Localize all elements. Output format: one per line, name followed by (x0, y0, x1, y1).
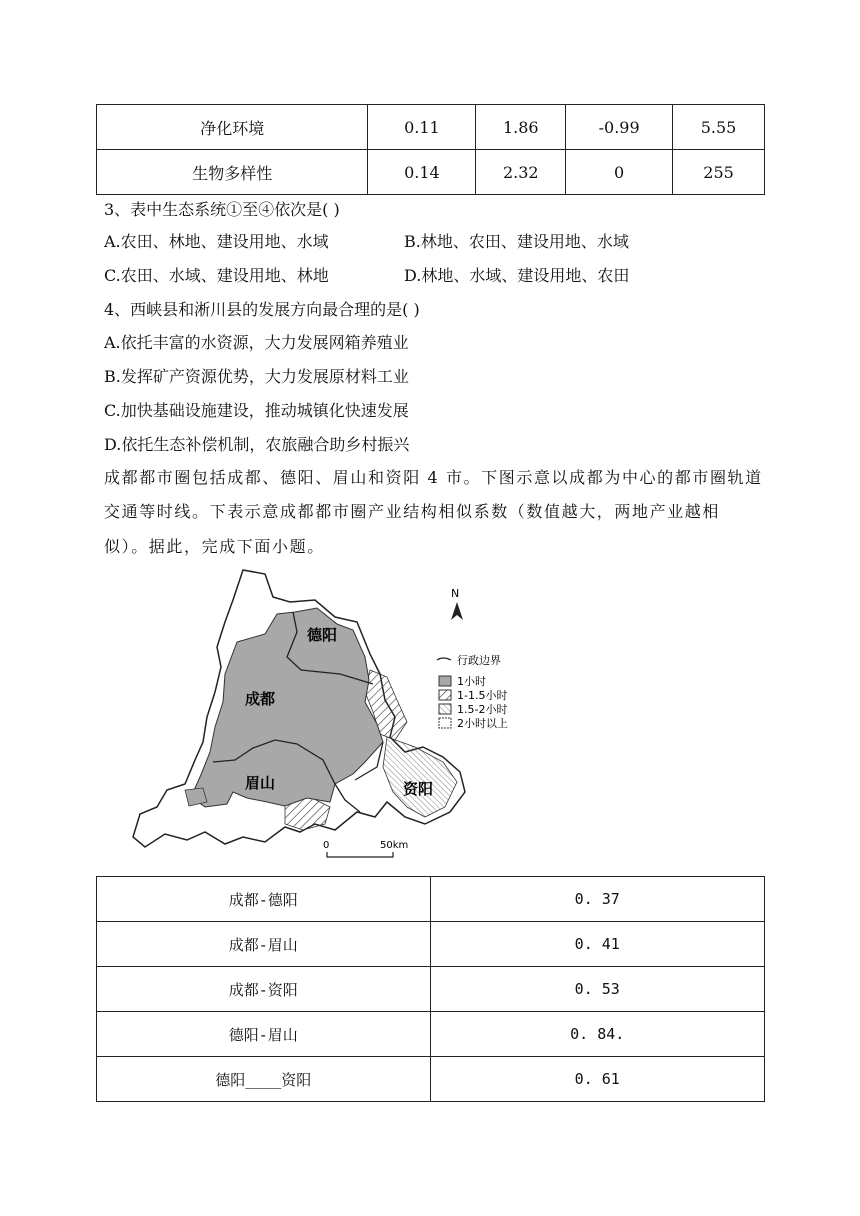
city-label-meishan: 眉山 (245, 774, 276, 792)
table-cell: 德阳-眉山 (97, 1012, 431, 1057)
table-cell: 0. 84. (430, 1012, 765, 1057)
scale-label-zero: 0 (323, 840, 330, 851)
legend-label: 行政边界 (457, 654, 501, 667)
question-4-option-b: B.发挥矿产资源优势，大力发展原材料工业 (104, 367, 409, 386)
scale-bar (323, 840, 408, 857)
table-cell: -0.99 (566, 105, 673, 150)
question-4-option-d: D.依托生态补偿机制，农旅融合助乡村振兴 (104, 435, 410, 454)
map-legend (437, 653, 508, 730)
table-cell: 0. 61 (430, 1057, 765, 1102)
ecosystem-table (96, 104, 765, 195)
table-cell: 生物多样性 (97, 150, 368, 195)
table-cell: 0.11 (368, 105, 476, 150)
question-4-stem: 4、西峡县和淅川县的发展方向最合理的是( ) (104, 300, 420, 319)
table-cell: 1.86 (476, 105, 566, 150)
city-label-chengdu: 成都 (245, 690, 276, 708)
table-cell: 净化环境 (97, 105, 368, 150)
table-cell: 0 (566, 150, 673, 195)
north-arrow-icon (451, 602, 463, 620)
table-row (97, 1012, 765, 1057)
scale-label-distance: 50km (380, 840, 409, 851)
legend-label: 2小时以上 (457, 717, 508, 730)
table-row (97, 877, 765, 922)
table-cell: 成都-资阳 (97, 967, 431, 1012)
table-cell: 2.32 (476, 150, 566, 195)
table-row (97, 150, 765, 195)
question-3-option-b: B.林地、农田、建设用地、水域 (404, 232, 629, 251)
similarity-table (96, 876, 765, 1102)
city-label-ziyang: 资阳 (403, 780, 434, 798)
intro-line: 似）。据此，完成下面小题。 (104, 537, 325, 556)
question-3-option-c: C.农田、水域、建设用地、林地 (104, 266, 329, 285)
question-3-option-a: A.农田、林地、建设用地、水域 (104, 232, 329, 251)
question-3-stem: 3、表中生态系统①至④依次是( ) (104, 200, 340, 219)
table-cell: 0. 53 (430, 967, 765, 1012)
city-label-deyang: 德阳 (307, 626, 338, 644)
table-cell: 成都-德阳 (97, 877, 431, 922)
question-4-option-c: C.加快基础设施建设，推动城镇化快速发展 (104, 401, 409, 420)
intro-line: 交通等时线。下表示意成都都市圈产业结构相似系数（数值越大，两地产业越相 (104, 502, 721, 521)
table-cell: 成都-眉山 (97, 922, 431, 967)
table-cell: 0. 37 (430, 877, 765, 922)
intro-line: 成都都市圈包括成都、德阳、眉山和资阳 4 市。下图示意以成都为中心的都市圈轨道 (104, 468, 763, 487)
table-cell: 255 (673, 150, 765, 195)
table-cell: 5.55 (673, 105, 765, 150)
table-row (97, 922, 765, 967)
isochrone-map (125, 562, 545, 862)
question-4-option-a: A.依托丰富的水资源，大力发展网箱养殖业 (104, 333, 409, 352)
table-row (97, 1057, 765, 1102)
table-row (97, 105, 765, 150)
table-row (97, 967, 765, 1012)
question-3-option-d: D.林地、水域、建设用地、农田 (404, 266, 630, 285)
table-cell: 0.14 (368, 150, 476, 195)
legend-label: 1.5-2小时 (457, 703, 508, 716)
table-cell: 德阳____资阳 (97, 1057, 431, 1102)
legend-label: 1-1.5小时 (457, 689, 508, 702)
legend-label: 1小时 (457, 675, 486, 688)
table-cell: 0. 41 (430, 922, 765, 967)
north-label: N (451, 587, 460, 600)
